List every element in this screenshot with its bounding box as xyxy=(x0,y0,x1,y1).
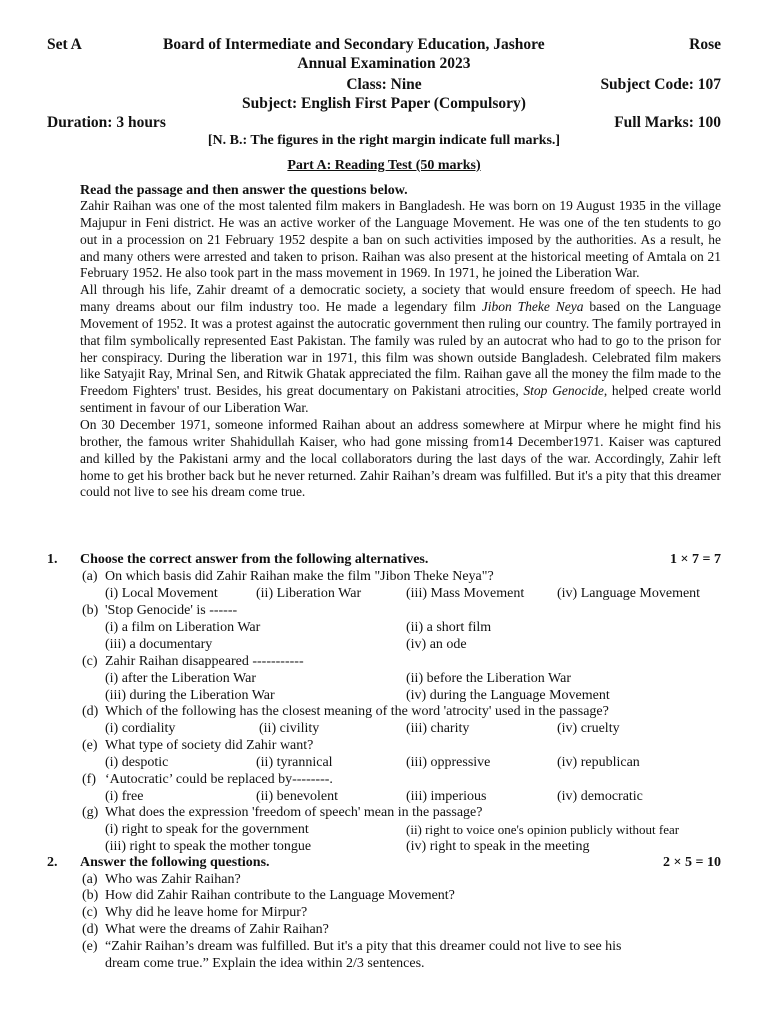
q1-item-question: On which basis did Zahir Raihan make the film "Jibon Theke Neya"? xyxy=(105,569,494,584)
option: (ii) Liberation War xyxy=(256,586,362,601)
reading-passage xyxy=(80,198,721,501)
option: (iv) republican xyxy=(557,755,640,770)
version-label: Rose xyxy=(689,36,721,53)
option: (ii) right to voice one's opinion publicly without fear xyxy=(406,822,680,837)
q2-item-label: (a) xyxy=(82,872,98,887)
q1-instruction: Choose the correct answer from the following alternatives. xyxy=(80,552,429,567)
q1-item-question: ‘Autocratic’ could be replaced by--------. xyxy=(105,772,333,787)
exam-title: Annual Examination 2023 xyxy=(297,55,471,72)
option: (i) right to speak for the government xyxy=(105,822,309,837)
option: (iii) a documentary xyxy=(105,637,213,652)
q2-marks: 2 × 5 = 10 xyxy=(663,855,721,870)
passage-instruction: Read the passage and then answer the questions below. xyxy=(80,183,408,198)
q2-item-question: Why did he leave home for Mirpur? xyxy=(105,905,308,920)
q2-item-label: (d) xyxy=(82,922,99,937)
q1-item-label: (e) xyxy=(82,738,98,753)
subject-title: Subject: English First Paper (Compulsory) xyxy=(242,95,526,112)
passage-text: All through his life, Zahir dreamt of a democratic society, a society that would ensure freedom of speech. He had many dreams about our film industry too. He made a legendary film xyxy=(80,282,721,315)
option: (iv) democratic xyxy=(557,789,643,804)
q2-number: 2. xyxy=(47,855,58,870)
q1-item-label: (a) xyxy=(82,569,98,584)
q2-item-question: “Zahir Raihan’s dream was fulfilled. But it's a pity that this dreamer could not live to see his xyxy=(105,939,622,954)
q1-item-label: (f) xyxy=(82,772,96,787)
q2-item-label: (e) xyxy=(82,939,98,954)
option: (ii) before the Liberation War xyxy=(406,671,571,686)
passage-text: , helped create world sentiment in favour of our Liberation War. xyxy=(80,383,721,416)
q2-item-label: (c) xyxy=(82,905,98,920)
option: (ii) benevolent xyxy=(256,789,339,804)
option: (i) free xyxy=(105,789,144,804)
option: (iv) right to speak in the meeting xyxy=(406,839,590,854)
q2-item-label: (b) xyxy=(82,888,99,903)
q1-item-question: What type of society did Zahir want? xyxy=(105,738,314,753)
q1-item-label: (g) xyxy=(82,805,99,820)
option: (i) Local Movement xyxy=(105,586,218,601)
q1-item-question: Zahir Raihan disappeared ----------- xyxy=(105,654,304,669)
option: (i) despotic xyxy=(105,755,169,770)
passage-paragraph-3: On 30 December 1971, someone informed Raihan about an address somewhere at Mirpur where he might find his brother, the famous writer Shahidullah Kaiser, who had gone missing from14 December1971. Kaiser was captured and killed by the Pakistani army and the local collaborators during the last days of the war. Accordingly, Zahir left home to get his brother back but he never returned. Zahir Raihan’s dream was fulfilled. But it's a pity that this dreamer could not live to see his dream come true. xyxy=(80,416,721,500)
documentary-title: Stop Genocide xyxy=(523,383,604,399)
q2-instruction: Answer the following questions. xyxy=(80,855,270,870)
q1-item-label: (b) xyxy=(82,603,99,618)
q2-item-question-cont: dream come true.” Explain the idea within 2/3 sentences. xyxy=(105,956,425,971)
subject-code: Subject Code: 107 xyxy=(600,76,721,93)
q2-item-question: How did Zahir Raihan contribute to the Language Movement? xyxy=(105,888,455,903)
q1-marks: 1 × 7 = 7 xyxy=(670,552,721,567)
option: (iii) during the Liberation War xyxy=(105,688,275,703)
option: (iv) an ode xyxy=(406,637,467,652)
option: (iv) during the Language Movement xyxy=(406,688,610,703)
option: (iv) cruelty xyxy=(557,721,620,736)
passage-paragraph-2 xyxy=(80,282,721,417)
option: (iii) Mass Movement xyxy=(406,586,525,601)
q2-item-question: Who was Zahir Raihan? xyxy=(105,872,241,887)
option: (i) after the Liberation War xyxy=(105,671,256,686)
set-label: Set A xyxy=(47,36,82,53)
passage-text: based on the Language Movement of 1952. It was a protest against the autocratic government then ruling our country. The family portrayed in that film symbolically represented East Pakistan. The family was ruled by an autocrat who had to go to the prison for her conspiracy. During the liberation war in 1971, this film was shown outside Bangladesh. Celebrated film makers like Satyajit Ray, Mrinal Sen, and Ritwik Ghatak appreciated the film. Raihan gave all the money the film made to the Freedom Fighters' trust. Besides, his great documentary on Pakistani atrocities, xyxy=(80,299,722,399)
option: (ii) a short film xyxy=(406,620,492,635)
option: (i) cordiality xyxy=(105,721,176,736)
q1-item-question: 'Stop Genocide' is ------ xyxy=(105,603,238,618)
option: (iii) imperious xyxy=(406,789,487,804)
option: (i) a film on Liberation War xyxy=(105,620,261,635)
option: (iv) Language Movement xyxy=(557,586,701,601)
duration: Duration: 3 hours xyxy=(47,114,166,131)
full-marks: Full Marks: 100 xyxy=(614,114,721,131)
class-label: Class: Nine xyxy=(346,76,422,93)
board-name: Board of Intermediate and Secondary Education, Jashore xyxy=(163,36,545,53)
q1-item-question: What does the expression 'freedom of speech' mean in the passage? xyxy=(105,805,483,820)
passage-paragraph-1: Zahir Raihan was one of the most talented film makers in Bangladesh. He was born on 19 August 1935 in the village Majupur in Feni district. He was an active worker of the Language Movement. He was one of the ten students to go out in a procession on 21 February 1952 despite a ban on such activities imposed by the authorities. As a result, he and many others were arrested and taken to prison. Raihan was also present at the historical meeting of Amtala on 21 February 1952. He also took part in the mass movement in 1969. In 1971, he joined the Liberation War. xyxy=(80,198,721,281)
q2-item-question: What were the dreams of Zahir Raihan? xyxy=(105,922,329,937)
q1-item-question: Which of the following has the closest meaning of the word 'atrocity' used in the passage? xyxy=(105,704,609,719)
option: (ii) tyrannical xyxy=(256,755,333,770)
q1-item-label: (d) xyxy=(82,704,99,719)
note: [N. B.: The figures in the right margin indicate full marks.] xyxy=(207,133,561,148)
film-title: Jibon Theke Neya xyxy=(481,299,584,315)
option: (iii) oppressive xyxy=(406,755,491,770)
part-heading: Part A: Reading Test (50 marks) xyxy=(287,158,481,173)
q1-item-label: (c) xyxy=(82,654,98,669)
option: (iii) charity xyxy=(406,721,470,736)
option: (ii) civility xyxy=(259,721,320,736)
option: (iii) right to speak the mother tongue xyxy=(105,839,312,854)
q1-number: 1. xyxy=(47,552,58,567)
